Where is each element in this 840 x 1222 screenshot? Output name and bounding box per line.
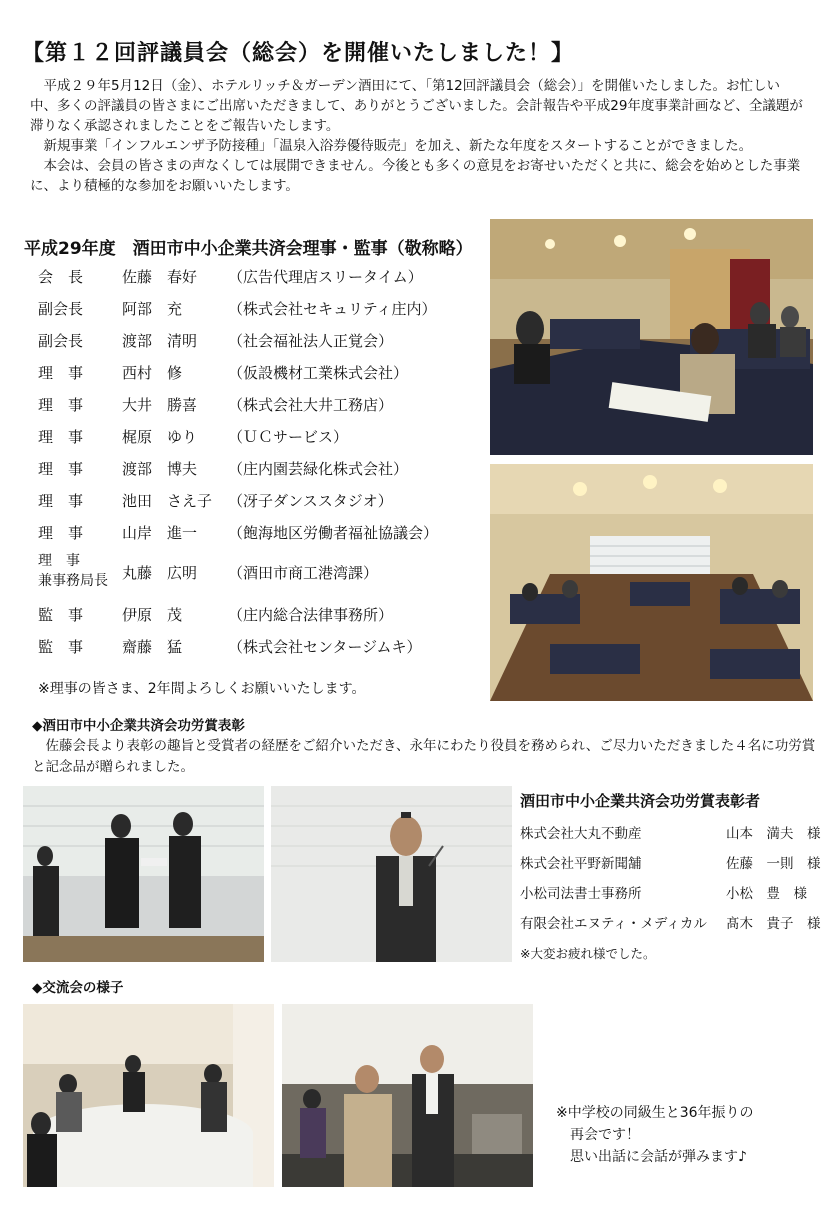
officer-name: 齋藤 猛	[122, 638, 183, 656]
officer-role: 副会長	[38, 300, 84, 318]
reunion-note	[556, 1102, 754, 1168]
officers-heading: 平成29年度 酒田市中小企業共済会理事・監事（敬称略）	[24, 239, 473, 259]
recipients-heading: 酒田市中小企業共済会功労賞表彰者	[520, 792, 761, 810]
award-heading: ◆酒田市中小企業共済会功労賞表彰	[32, 718, 245, 734]
officer-row	[38, 426, 478, 456]
officer-org: （広告代理店スリータイム）	[228, 268, 423, 286]
officer-role: 理 事	[38, 364, 84, 382]
officer-role: 理 事	[38, 553, 80, 569]
recipient-name: 小松 豊 様	[726, 886, 807, 902]
officer-org: （冴子ダンススタジオ）	[228, 492, 393, 510]
officer-role: 監 事	[38, 638, 84, 656]
officer-name: 伊原 茂	[122, 606, 183, 624]
recipient-row	[520, 912, 826, 940]
speaker-photo	[271, 786, 512, 962]
officer-org: （酒田市商工港湾課）	[228, 564, 379, 582]
officer-row	[38, 266, 478, 296]
award-paragraph: 佐藤会長より表彰の趣旨と受賞者の経歴をご紹介いただき、永年にわたり役員を務められ、ご尽力いただきました４名に功労賞と記念品が贈られました。	[32, 738, 816, 775]
recipient-row	[520, 822, 826, 850]
recipient-org: 株式会社平野新聞舗	[520, 856, 642, 872]
recipient-name: 佐藤 一則 様	[726, 856, 821, 872]
recipient-name: 髙木 貴子 様	[726, 916, 821, 932]
recipient-name: 山本 満夫 様	[726, 826, 821, 842]
officer-org: （仮設機材工業株式会社）	[228, 364, 409, 382]
officer-row	[38, 636, 478, 666]
officer-name: 池田 さえ子	[122, 492, 213, 510]
reunion-note-line: 再会です！	[570, 1127, 640, 1143]
officer-row	[38, 458, 478, 488]
intro-paragraph: 本会は、会員の皆さまの声なくしては展開できません。今後とも多くの意見をお寄せいただくと共に、総会を始めとした事業に、より積極的な参加をお願いいたします。	[30, 158, 801, 194]
officer-name: 西村 修	[122, 364, 183, 382]
officer-name: 丸藤 広明	[122, 564, 198, 582]
award-text	[32, 736, 818, 778]
officer-org: （株式会社センタージムキ）	[228, 638, 422, 656]
officer-org: （社会福祉法人正覚会）	[228, 332, 394, 350]
exchange-heading: ◆交流会の様子	[32, 980, 124, 996]
intro-text	[30, 76, 806, 196]
officer-org: （株式会社セキュリティ庄内）	[228, 300, 437, 318]
intro-paragraph: 新規事業「インフルエンザ予防接種」「温泉入浴券優待販売」を加え、新たな年度をスタートすることができました。	[43, 138, 753, 154]
recipient-row	[520, 882, 826, 910]
reunion-note-line: ※中学校の同級生と36年振りの	[556, 1105, 754, 1121]
officer-name: 佐藤 春好	[122, 268, 198, 286]
recipient-org: 株式会社大丸不動産	[520, 826, 642, 842]
officer-role: 理 事	[38, 460, 84, 478]
officer-row	[38, 522, 478, 552]
reunion-note-line: 思い出話に会話が弾みます♪	[570, 1149, 747, 1165]
recipient-org: 有限会社エヌティ・メディカル	[520, 916, 707, 932]
officer-org: （庄内園芸緑化株式会社）	[228, 460, 409, 478]
officer-name: 阿部 充	[122, 300, 183, 318]
officer-row	[38, 604, 478, 634]
officer-org: （株式会社大井工務店）	[228, 396, 394, 414]
officer-org: （飽海地区労働者福祉協議会）	[228, 524, 439, 542]
officer-row	[38, 490, 478, 520]
officer-role: 理 事	[38, 428, 84, 446]
page-title: 【第１２回評議員会（総会）を開催いたしました！】	[22, 41, 575, 66]
officer-role: 監 事	[38, 606, 84, 624]
officer-name: 山岸 進一	[122, 524, 198, 542]
dinner-photo	[23, 1004, 274, 1187]
meeting-photo	[490, 219, 813, 455]
recipient-row	[520, 852, 826, 880]
officer-row	[38, 550, 478, 592]
officer-role: 理 事	[38, 396, 84, 414]
officer-role: 副会長	[38, 332, 84, 350]
officer-org: （ＵＣサービス）	[228, 428, 349, 446]
hall-photo	[490, 464, 813, 701]
recipient-org: 小松司法書士事務所	[520, 886, 642, 902]
officer-row	[38, 298, 478, 328]
officer-name: 渡部 清明	[122, 332, 198, 350]
officer-row	[38, 394, 478, 424]
officers-note: ※理事の皆さま、2年間よろしくお願いいたします。	[38, 681, 366, 697]
officer-row	[38, 362, 478, 392]
officer-org: （庄内総合法律事務所）	[228, 606, 394, 624]
officer-name: 大井 勝喜	[122, 396, 198, 414]
officer-role: 理 事	[38, 492, 84, 510]
officer-name: 梶原 ゆり	[122, 428, 198, 446]
award-presentation-photo	[23, 786, 264, 962]
officer-role: 理 事	[38, 524, 84, 542]
officer-row	[38, 330, 478, 360]
reunion-photo	[282, 1004, 533, 1187]
officer-name: 渡部 博夫	[122, 460, 198, 478]
officer-role: 会 長	[38, 268, 84, 286]
intro-paragraph: 平成２９年5月12日（金）、ホテルリッチ＆ガーデン酒田にて、「第12回評議員会（総会）」を開催いたしました。お忙しい中、多くの評議員の皆さまにご出席いただきまして、ありがとうございました。会計報告や平成29年度事業計画など、全議題が滞りなく承認されましたことをご報告いたします。	[30, 78, 803, 134]
recipients-note: ※大変お疲れ様でした。	[520, 946, 656, 961]
officer-role-secondary: 兼事務局長	[38, 573, 108, 589]
